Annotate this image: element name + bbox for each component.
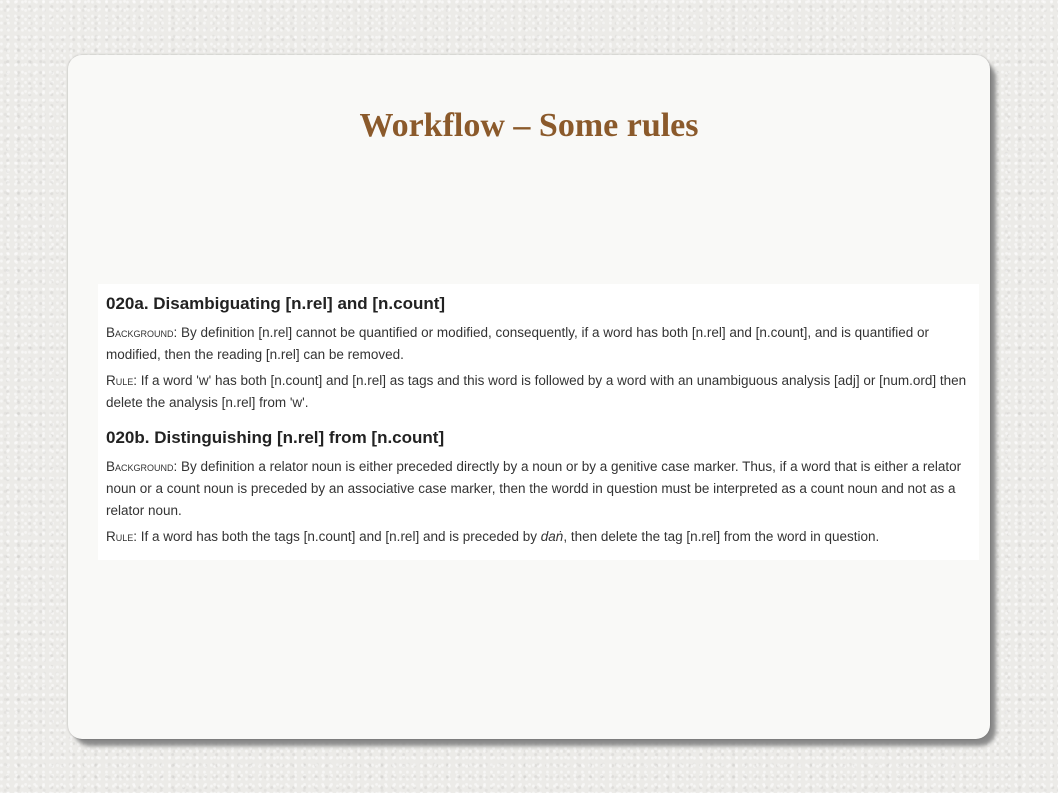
rule-text-before: : If a word has both the tags [n.count] and [n.rel] and is preceded by (133, 529, 541, 544)
slide-title: Workflow – Some rules (359, 107, 699, 144)
slide (68, 55, 990, 739)
background-paragraph-020b (106, 456, 971, 522)
background-label: Background (106, 459, 174, 474)
rule-paragraph-020a (106, 370, 971, 414)
rule-label: Rule (106, 529, 134, 544)
rule-heading-020b: 020b. Distinguishing [n.rel] from [n.count] (106, 428, 445, 447)
background-label: Background (106, 325, 174, 340)
rule-text-after: , then delete the tag [n.rel] from the word in question. (563, 529, 880, 544)
rule-text: : If a word 'w' has both [n.count] and [n.rel] as tags and this word is followed by a word with an unambiguous analysis [adj] or [num.ord] then delete the analysis [n.rel] from 'w'. (106, 373, 967, 410)
background-text: : By definition a relator noun is either preceded directly by a noun or by a genitive case marker. Thus, if a word that is either a relator noun or a count noun is preceded by an associative case marker, then the wordd in question must be interpreted as a count noun and not as a relator noun. (106, 459, 962, 518)
document-excerpt (98, 284, 979, 560)
rule-paragraph-020b (106, 526, 971, 548)
background-text: : By definition [n.rel] cannot be quantified or modified, consequently, if a word has both [n.rel] and [n.count], and is quantified or modified, then the reading [n.rel] can be removed. (106, 325, 929, 362)
rule-heading-020a: 020a. Disambiguating [n.rel] and [n.count] (106, 294, 446, 313)
foreign-term: daṅ (540, 529, 564, 544)
rule-label: Rule (106, 373, 134, 388)
background-paragraph-020a (106, 322, 971, 366)
